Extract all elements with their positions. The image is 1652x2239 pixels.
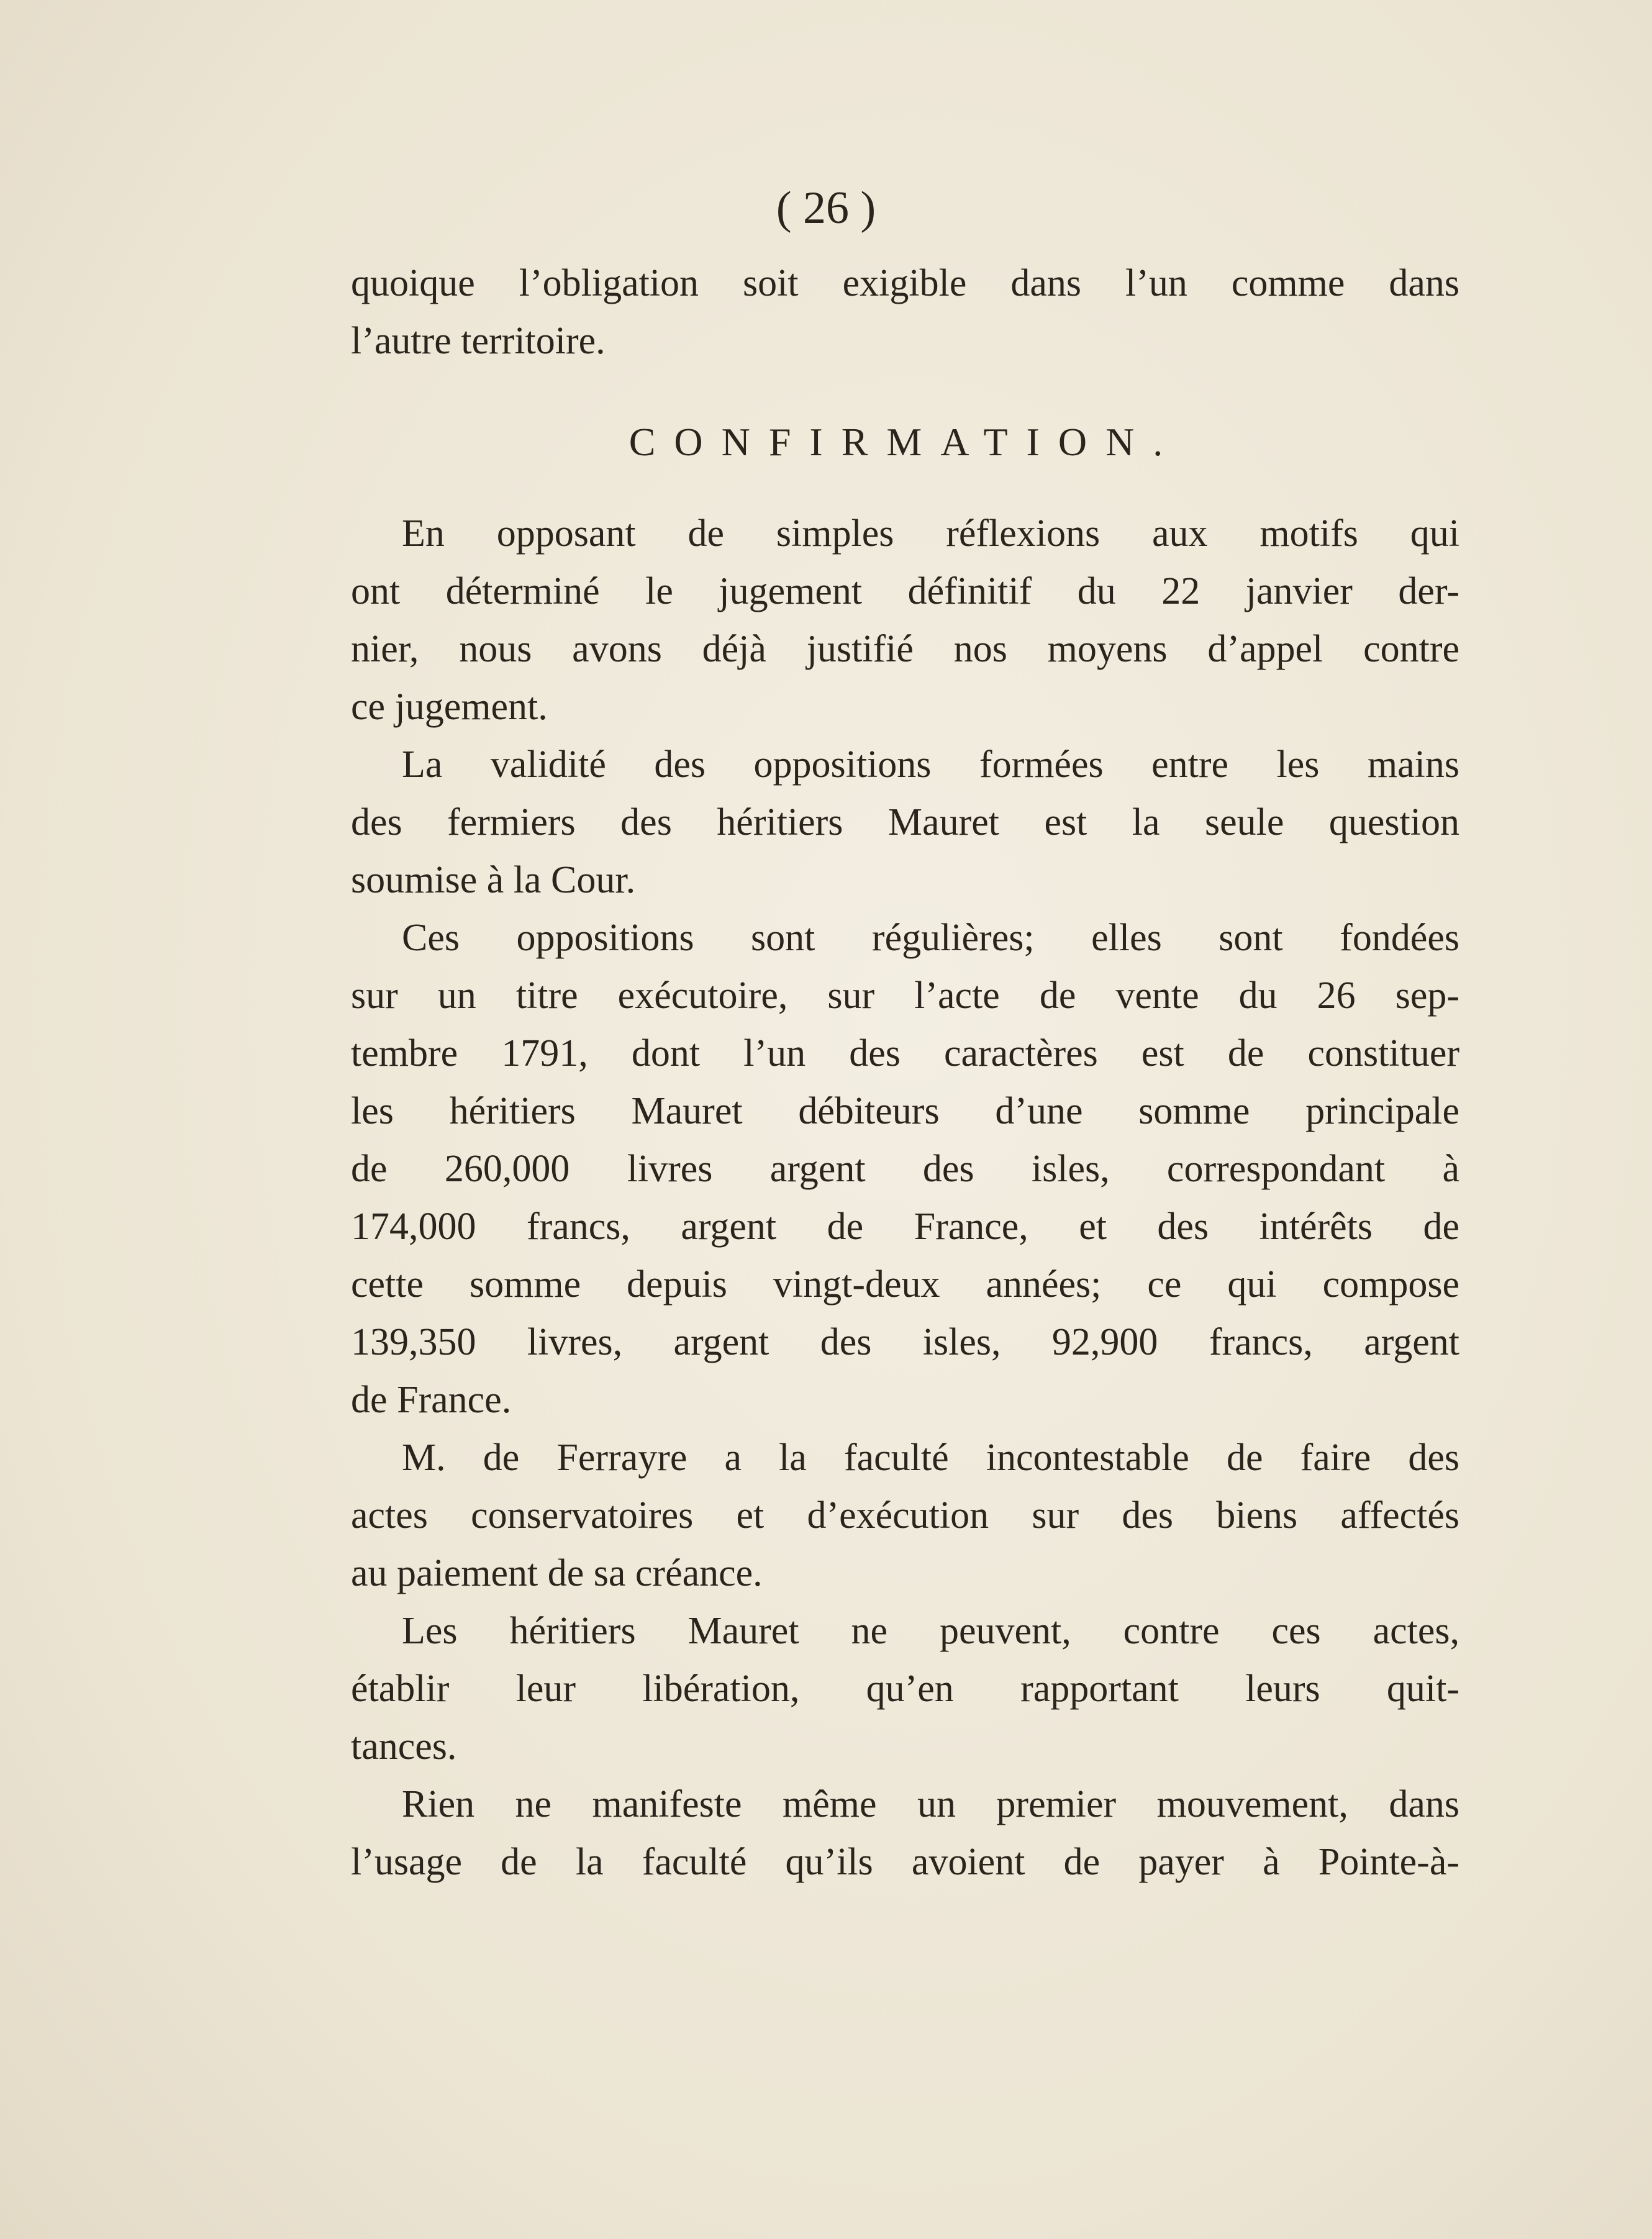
text-line: M. de Ferrayre a la faculté incontestable de faire des [402,1437,1459,1479]
page-number: ( 26 ) [776,183,876,234]
text-line: au paiement de sa créance. [351,1552,763,1594]
text-line: quoique l’obligation soit exigible dans l’un comme dans [351,262,1459,304]
text-line: La validité des oppositions formées entre les mains [402,743,1459,786]
text-line: des fermiers des héritiers Mauret est la seule question [351,801,1459,843]
section-heading: CONFIRMATION. [629,420,1182,464]
text-line: sur un titre exécutoire, sur l’acte de vente du 26 sep- [351,974,1459,1017]
text-line: Rien ne manifeste même un premier mouvement, dans [402,1783,1459,1825]
text-line: nier, nous avons déjà justifié nos moyens d’appel contre [351,628,1459,670]
text-line: l’usage de la faculté qu’ils avoient de payer à Pointe-à- [351,1841,1459,1883]
text-line: ont déterminé le jugement définitif du 22 janvier der- [351,570,1459,612]
text-line: actes conservatoires et d’exécution sur des biens affectés [351,1494,1459,1537]
text-line: ce jugement. [351,686,548,728]
text-line: 174,000 francs, argent de France, et des intérêts de [351,1206,1459,1248]
text-line: tembre 1791, dont l’un des caractères est de constituer [351,1032,1459,1074]
text-line: Ces oppositions sont régulières; elles sont fondées [402,917,1459,959]
text-line: établir leur libération, qu’en rapportant leurs quit- [351,1668,1459,1710]
text-line: 139,350 livres, argent des isles, 92,900 francs, argent [351,1321,1459,1363]
text-line: soumise à la Cour. [351,859,636,901]
text-line: les héritiers Mauret débiteurs d’une somme principale [351,1090,1459,1132]
text-line: l’autre territoire. [351,320,606,362]
text-line: cette somme depuis vingt-deux années; ce qui compose [351,1263,1459,1306]
text-line: de 260,000 livres argent des isles, correspondant à [351,1148,1459,1190]
text-line: En opposant de simples réflexions aux motifs qui [402,512,1459,555]
body-text [351,255,1459,1891]
text-line: de France. [351,1379,512,1421]
text-line: Les héritiers Mauret ne peuvent, contre ces actes, [402,1610,1459,1652]
text-line: tances. [351,1725,457,1768]
